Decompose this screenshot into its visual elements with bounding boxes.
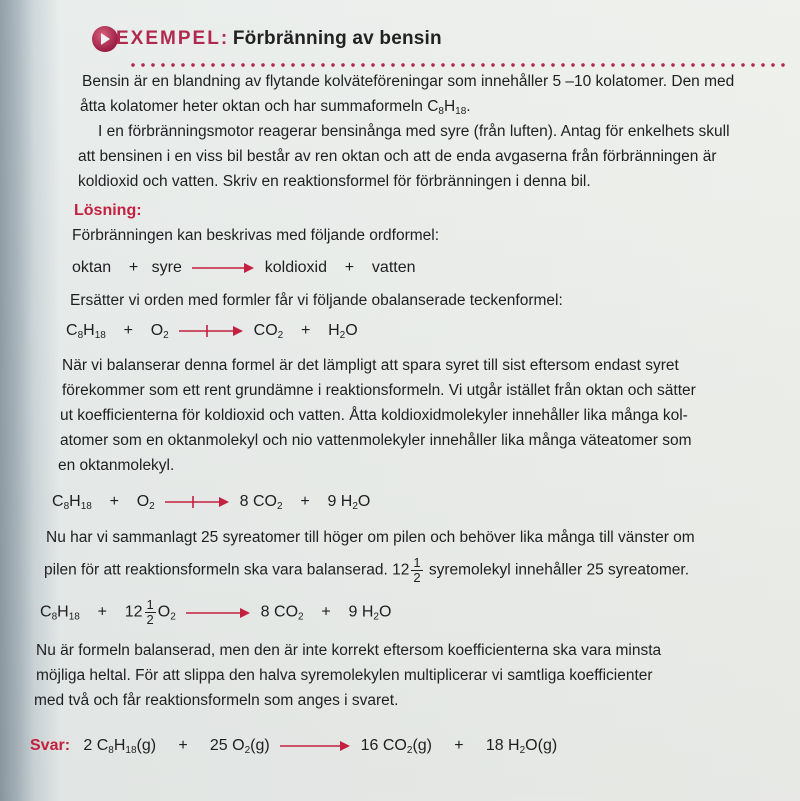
example-title: Förbränning av bensin [232,28,442,49]
solution-text-3-line-5: en oktanmolekyl. [58,457,175,474]
example-header [92,20,792,70]
reaction-arrow-icon [280,740,350,752]
reaction-arrow-icon [179,325,243,337]
reaction-arrow-icon [186,607,250,619]
equation-unbalanced: $C_8H_{18}$ + $O_2$ $CO_2$ + $H_2O$ [66,322,358,341]
fraction-half: $\frac{1}{2}$ [146,597,154,627]
solution-text-3-line-3: ut koefficienterna för koldioxid och vatten. Åtta koldioxidmolekyler innehåller lika många kol- [60,407,688,424]
answer-label: Svar: [30,737,71,754]
reaction-arrow-icon [192,263,254,273]
solution-text-3-line-2: förekommer som ett rent grundämne i reaktionsformeln. Vi utgår istället från oktan och sätter [62,382,696,399]
reaction-arrow-icon [165,496,229,508]
intro-line-5: koldioxid och vatten. Skriv en reaktionsformel för förbränningen i denna bil. [78,173,591,190]
example-label: EXEMPEL [116,28,221,49]
example-heading: EXEMPEL: Förbränning av bensin [116,28,442,49]
solution-text-3-line-1: När vi balanserar denna formel är det lämpligt att spara syret till sist eftersom endast syret [62,357,679,374]
intro-line-4: att bensinen i en viss bil består av ren oktan och att de enda avgaserna från förbränningen är [78,148,717,165]
equation-partial: $C_8H_{18}$ + $O_2$ 8 $CO_2$ + 9 $H_2O$ [52,493,371,512]
solution-text-1: Förbränningen kan beskrivas med följande ordformel: [72,227,440,244]
intro-line-3: I en förbränningsmotor reagerar bensinånga med syre (från luften). Antag för enkelhets skull [98,123,730,140]
solution-text-5-line-3: med två och får reaktionsformeln som anges i svaret. [34,692,399,709]
solution-text-5-line-1: Nu är formeln balanserad, men den är inte korrekt eftersom koefficienterna ska vara minsta [36,642,662,659]
answer-equation: Svar: 2 $C_8H_{18}(g)$ + 25 $O_2(g)$ 16 $CO_2(g)$ + 18 $H_2O(g)$ [30,737,558,756]
solution-heading: Lösning: [74,202,142,219]
intro-line-2: åtta kolatomer heter oktan och har summaformeln $C_8H_{18}$. [80,98,471,117]
fraction-half: $\frac{1}{2}$ [413,555,421,585]
solution-text-4-line-2: pilen för att reaktionsformeln ska vara balanserad. 12 $\frac{1}{2}$ syremolekyl innehåller 25 syreatomer. [44,555,690,585]
play-triangle-icon [92,26,118,52]
solution-text-5-line-2: möjliga heltal. För att slippa den halva syremolekylen multiplicerar vi samtliga koefficienter [36,667,653,684]
solution-text-4-line-1: Nu har vi sammanlagt 25 syreatomer till höger om pilen och behöver lika många till vänster om [46,529,695,546]
solution-text-2: Ersätter vi orden med formler får vi följande obalanserade teckenformel: [70,292,563,309]
intro-line-1: Bensin är en blandning av flytande kolväteföreningar som innehåller 5 –10 kolatomer. Den med [82,73,735,90]
dotted-divider [128,62,788,68]
solution-text-3-line-4: atomer som en oktanmolekyl och nio vattenmolekyler innehåller lika många väteatomer som [60,432,692,449]
word-equation: oktan + syre koldioxid + vatten [72,259,416,276]
equation-fractional: $C_8H_{18}$ + 12 $\frac{1}{2}$ $O_2$ 8 $CO_2$ + 9 $H_2O$ [40,597,392,627]
